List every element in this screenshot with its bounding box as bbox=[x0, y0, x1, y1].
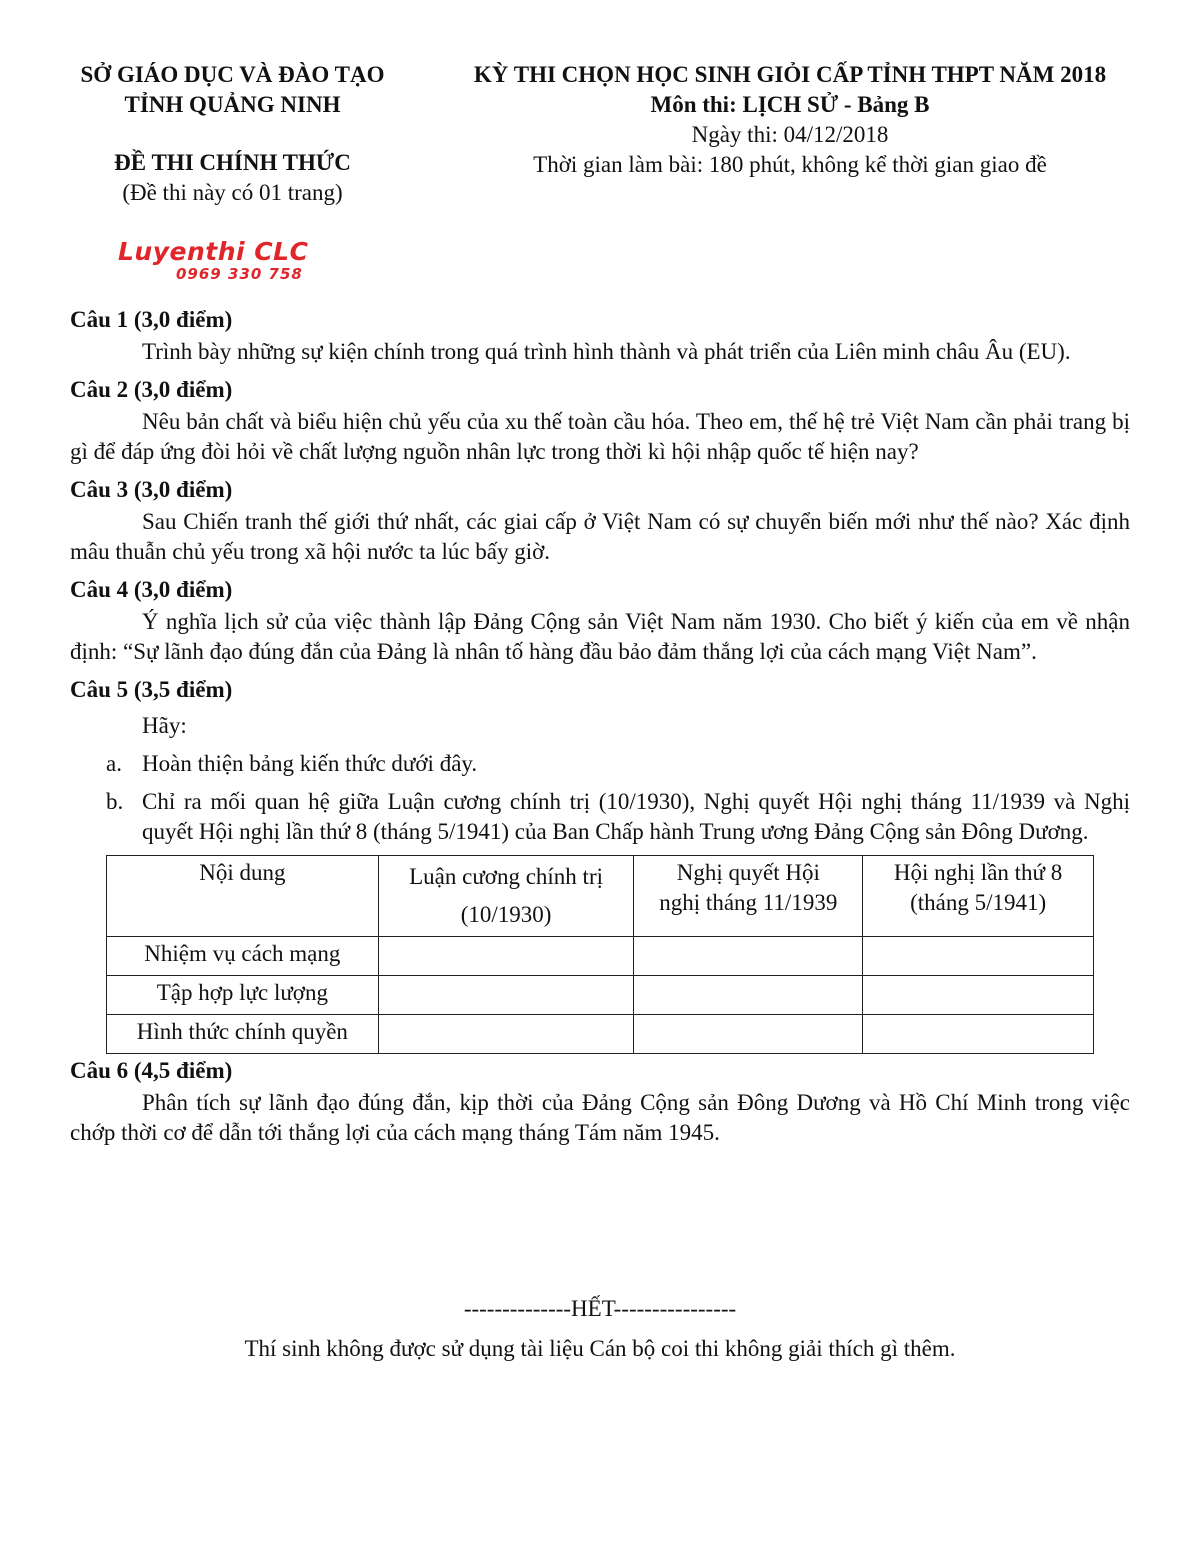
watermark-logo bbox=[118, 238, 343, 282]
question-text: Sau Chiến tranh thế giới thứ nhất, các giai cấp ở Việt Nam có sự chuyển biến mới như thế nào? Xác định mâu thuẫn chủ yếu trong xã hội nước ta lúc bấy giờ. bbox=[70, 509, 1130, 564]
list-item-text: Hoàn thiện bảng kiến thức dưới đây. bbox=[142, 751, 478, 776]
question-title: Câu 1 (3,0 điểm) bbox=[70, 307, 233, 332]
table-header-cell: Luận cương chính trị (10/1930) bbox=[378, 856, 634, 937]
question-3 bbox=[70, 475, 1130, 567]
table-cell bbox=[378, 1015, 634, 1054]
question-title: Câu 5 (3,5 điểm) bbox=[70, 677, 233, 702]
knowledge-table bbox=[106, 855, 1094, 1054]
question-text: Nêu bản chất và biểu hiện chủ yếu của xu thế toàn cầu hóa. Theo em, thế hệ trẻ Việt Nam cần phải trang bị gì để đáp ứng đòi hỏi về chất lượng nguồn nhân lực trong thời kì hội nhập quốc tế hiện nay? bbox=[70, 409, 1130, 464]
official-label: ĐỀ THI CHÍNH THỨC bbox=[114, 150, 351, 175]
department-name: SỞ GIÁO DỤC VÀ ĐÀO TẠO bbox=[80, 62, 385, 87]
question-6 bbox=[70, 1056, 1130, 1148]
table-row-label: Tập hợp lực lượng bbox=[107, 976, 379, 1015]
questions-body bbox=[70, 303, 1130, 1156]
question-title: Câu 2 (3,0 điểm) bbox=[70, 377, 233, 402]
table-header-cell: Nghị quyết Hội nghị tháng 11/1939 bbox=[634, 856, 863, 937]
table-cell bbox=[863, 976, 1094, 1015]
logo-phone: 0969 330 758 bbox=[176, 265, 303, 283]
question-text: Ý nghĩa lịch sử của việc thành lập Đảng Cộng sản Việt Nam năm 1930. Cho biết ý kiến của em về nhận định: “Sự lãnh đạo đúng đắn của Đảng là nhân tố hàng đầu bảo đảm thắng lợi của cách mạng Việt Nam”. bbox=[70, 609, 1130, 664]
table-cell bbox=[378, 976, 634, 1015]
exam-subject: Môn thi: LỊCH SỬ - Bảng B bbox=[650, 92, 930, 117]
table-header-cell: Nội dung bbox=[107, 856, 379, 937]
footer-note: Thí sinh không được sử dụng tài liệu Cán bộ coi thi không giải thích gì thêm. bbox=[244, 1336, 956, 1361]
list-item bbox=[70, 749, 1130, 779]
table-row-label: Hình thức chính quyền bbox=[107, 1015, 379, 1054]
question-1 bbox=[70, 305, 1130, 367]
question-2 bbox=[70, 375, 1130, 467]
question-4 bbox=[70, 575, 1130, 667]
table-cell bbox=[378, 937, 634, 976]
end-mark: --------------HẾT---------------- bbox=[463, 1296, 737, 1321]
question-text: Trình bày những sự kiện chính trong quá trình hình thành và phát triển của Liên minh châu Âu (EU). bbox=[142, 339, 1071, 364]
question-title: Câu 4 (3,0 điểm) bbox=[70, 577, 233, 602]
question-text: Phân tích sự lãnh đạo đúng đắn, kịp thời của Đảng Cộng sản Đông Dương và Hồ Chí Minh trong việc chớp thời cơ để dẫn tới thắng lợi của cách mạng tháng Tám năm 1945. bbox=[70, 1090, 1130, 1145]
pages-note: (Đề thi này có 01 trang) bbox=[122, 180, 343, 205]
exam-date: Ngày thi: 04/12/2018 bbox=[691, 122, 889, 147]
exam-title: KỲ THI CHỌN HỌC SINH GIỎI CẤP TỈNH THPT NĂM 2018 bbox=[473, 62, 1107, 87]
exam-info-block bbox=[430, 60, 1150, 180]
table-header-cell: Hội nghị lần thứ 8 (tháng 5/1941) bbox=[863, 856, 1094, 937]
table-row bbox=[107, 1015, 1094, 1054]
table-cell bbox=[863, 937, 1094, 976]
table-row bbox=[107, 976, 1094, 1015]
exam-duration: Thời gian làm bài: 180 phút, không kể thời gian giao đề bbox=[533, 152, 1047, 177]
logo-text: Luyenthi CLC bbox=[118, 237, 309, 266]
list-marker: b. bbox=[106, 789, 124, 814]
table-row bbox=[107, 937, 1094, 976]
question-5 bbox=[70, 675, 1130, 1054]
issuer-block bbox=[55, 60, 410, 208]
list-item bbox=[70, 787, 1130, 847]
table-cell bbox=[634, 1015, 863, 1054]
table-cell bbox=[634, 976, 863, 1015]
question-title: Câu 3 (3,0 điểm) bbox=[70, 477, 233, 502]
table-cell bbox=[634, 937, 863, 976]
table-header-row bbox=[107, 856, 1094, 937]
province-name: TỈNH QUẢNG NINH bbox=[124, 92, 341, 117]
list-item-text: Chỉ ra mối quan hệ giữa Luận cương chính trị (10/1930), Nghị quyết Hội nghị tháng 11/1939 và Nghị quyết Hội nghị lần thứ 8 (tháng 5/1941) của Ban Chấp hành Trung ương Đảng Cộng sản Đông Dương. bbox=[142, 789, 1130, 844]
list-marker: a. bbox=[106, 751, 122, 776]
question-intro: Hãy: bbox=[142, 713, 187, 738]
table-row-label: Nhiệm vụ cách mạng bbox=[107, 937, 379, 976]
table-cell bbox=[863, 1015, 1094, 1054]
question-title: Câu 6 (4,5 điểm) bbox=[70, 1058, 233, 1083]
